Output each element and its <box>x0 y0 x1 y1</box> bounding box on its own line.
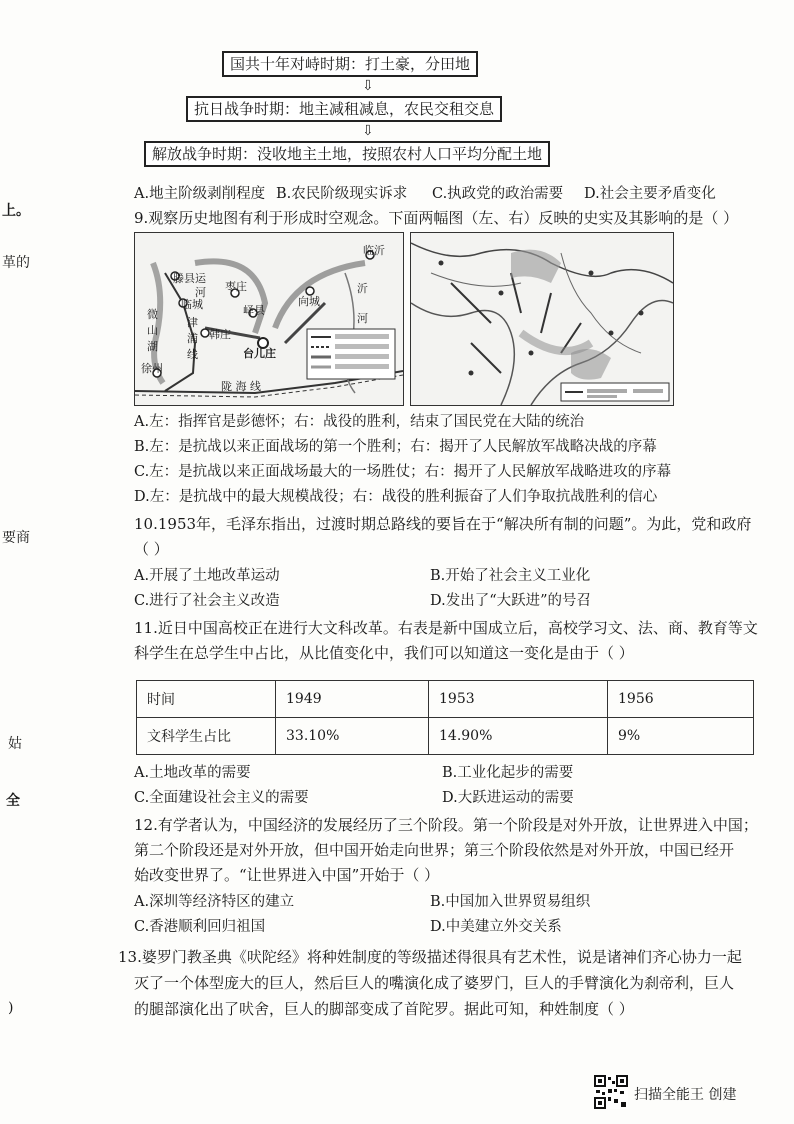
map-label: 山 <box>147 324 158 337</box>
table-header-cell: 1953 <box>429 681 608 718</box>
table-row <box>137 718 754 755</box>
left-map <box>134 232 404 406</box>
margin-fragment: 要商 <box>2 530 30 546</box>
flow-arrow-1: ⇩ <box>362 78 374 94</box>
table-header-cell: 1956 <box>608 681 754 718</box>
q11-option-d[interactable]: D.大跃进运动的需要 <box>442 790 574 806</box>
table-header-cell: 1949 <box>276 681 429 718</box>
q10-option-c[interactable]: C.进行了社会主义改造 <box>134 593 280 609</box>
map-label: 河 <box>195 286 206 299</box>
q10-option-b[interactable]: B.开始了社会主义工业化 <box>430 568 591 584</box>
margin-fragment: 上。 <box>2 203 30 219</box>
margin-fragment: 革的 <box>2 255 30 271</box>
right-map <box>410 232 674 406</box>
q12-stem-3: 始改变世界了。“让世界进入中国”开始于（ ） <box>134 866 440 884</box>
q12-option-a[interactable]: A.深圳等经济特区的建立 <box>134 894 295 910</box>
q12-option-d[interactable]: D.中美建立外交关系 <box>430 919 562 935</box>
q12-stem-2: 第二个阶段还是对外开放，但中国开始走向世界；第三个阶段依然是对外开放，中国已经开 <box>134 841 735 859</box>
map-label: 峄县 <box>243 304 265 317</box>
table-header-cell: 时间 <box>137 681 276 718</box>
table-cell: 14.90% <box>429 718 608 755</box>
q8-option-a[interactable]: A.地主阶级剥削程度 <box>134 186 266 202</box>
map-label: 微 <box>147 308 158 321</box>
q10-stem: 10.1953年，毛泽东指出，过渡时期总路线的要旨在于“解决所有制的问题”。为此，党和政府 <box>134 515 752 533</box>
q11-option-a[interactable]: A.土地改革的需要 <box>134 765 251 781</box>
q11-option-c[interactable]: C.全面建设社会主义的需要 <box>134 790 309 806</box>
q10-stem-blank: （ ） <box>134 540 169 558</box>
map-label: 津 <box>187 316 198 329</box>
q10-option-d[interactable]: D.发出了“大跃进”的号召 <box>430 593 592 609</box>
q10-option-a[interactable]: A.开展了土地改革运动 <box>134 568 280 584</box>
q9-option-d[interactable]: D.左：是抗战中的最大规模战役；右：战役的胜利振奋了人们争取抗战胜利的信心 <box>134 489 658 505</box>
map-label: 湖 <box>147 340 158 353</box>
q9-option-b[interactable]: B.左：是抗战以来正面战场的第一个胜利；右：揭开了人民解放军战略决战的序幕 <box>134 439 657 455</box>
margin-fragment: ) <box>8 1000 14 1016</box>
map-label: 临城 <box>181 298 203 311</box>
q12-stem: 12.有学者认为，中国经济的发展经历了三个阶段。第一个阶段是对外开放，让世界进入中国； <box>134 816 758 834</box>
table-cell: 文科学生占比 <box>137 718 276 755</box>
map-label: 临沂 <box>363 244 385 257</box>
flow-step-2: 抗日战争时期：地主减租减息，农民交租交息 <box>186 96 502 122</box>
q11-option-b[interactable]: B.工业化起步的需要 <box>442 765 574 781</box>
map-label: 枣庄 <box>225 280 247 293</box>
qr-code-drawing <box>594 1075 628 1109</box>
q8-option-c[interactable]: C.执政党的政治需要 <box>432 186 564 202</box>
table-cell: 9% <box>608 718 754 755</box>
q11-stem-2: 科学生在总学生中占比，从比值变化中，我们可以知道这一变化是由于（ ） <box>134 644 634 662</box>
map-label: 滕县 <box>173 272 195 285</box>
q9-option-a[interactable]: A.左：指挥官是彭德怀；右：战役的胜利，结束了国民党在大陆的统治 <box>134 414 585 430</box>
map-label: 徐州 <box>141 362 163 375</box>
watermark-text: 扫描全能王 创建 <box>634 1087 737 1103</box>
flow-step-1: 国共十年对峙时期：打土豪，分田地 <box>222 51 478 77</box>
flow-step-3: 解放战争时期：没收地主土地，按照农村人口平均分配土地 <box>144 141 550 167</box>
map-label: 运 <box>195 272 206 285</box>
q8-option-d[interactable]: D.社会主要矛盾变化 <box>584 186 716 202</box>
q11-stem: 11.近日中国高校正在进行大文科改革。右表是新中国成立后，高校学习文、法、商、教育等文 <box>134 619 758 637</box>
right-map-drawing <box>411 233 673 405</box>
margin-fragment: 姑 <box>8 736 22 752</box>
q13-stem: 13.婆罗门教圣典《吠陀经》将种姓制度的等级描述得很具有艺术性，说是诸神们齐心协力一起 <box>118 948 742 966</box>
map-label: 河 <box>357 312 368 325</box>
map-label: 向城 <box>298 295 320 308</box>
qr-code-icon <box>594 1075 628 1109</box>
map-label: 沂 <box>357 282 368 295</box>
margin-fragment: 全 <box>6 793 20 809</box>
q8-option-b[interactable]: B.农民阶级现实诉求 <box>276 186 408 202</box>
q12-option-c[interactable]: C.香港顺利回归祖国 <box>134 919 266 935</box>
flow-arrow-2: ⇩ <box>362 123 374 139</box>
q9-stem: 9.观察历史地图有利于形成时空观念。下面两幅图（左、右）反映的史实及其影响的是（ ） <box>134 209 739 227</box>
q13-stem-2: 灭了一个体型庞大的巨人，然后巨人的嘴演化成了婆罗门，巨人的手臂演化为刹帝利，巨人 <box>134 974 735 992</box>
map-label: 线 <box>187 348 198 361</box>
map-label: 韩庄 <box>209 328 231 341</box>
table-row <box>137 681 754 718</box>
map-label: 陇 海 线 <box>221 380 261 393</box>
q11-table <box>136 680 754 755</box>
q9-option-c[interactable]: C.左：是抗战以来正面战场最大的一场胜仗；右：揭开了人民解放军战略进攻的序幕 <box>134 464 672 480</box>
map-label: 浦 <box>187 332 198 345</box>
q13-stem-3: 的腿部演化出了吠舍，巨人的脚部变成了首陀罗。据此可知，种姓制度（ ） <box>134 1000 634 1018</box>
map-label: 台儿庄 <box>243 347 276 360</box>
table-cell: 33.10% <box>276 718 429 755</box>
q12-option-b[interactable]: B.中国加入世界贸易组织 <box>430 894 591 910</box>
